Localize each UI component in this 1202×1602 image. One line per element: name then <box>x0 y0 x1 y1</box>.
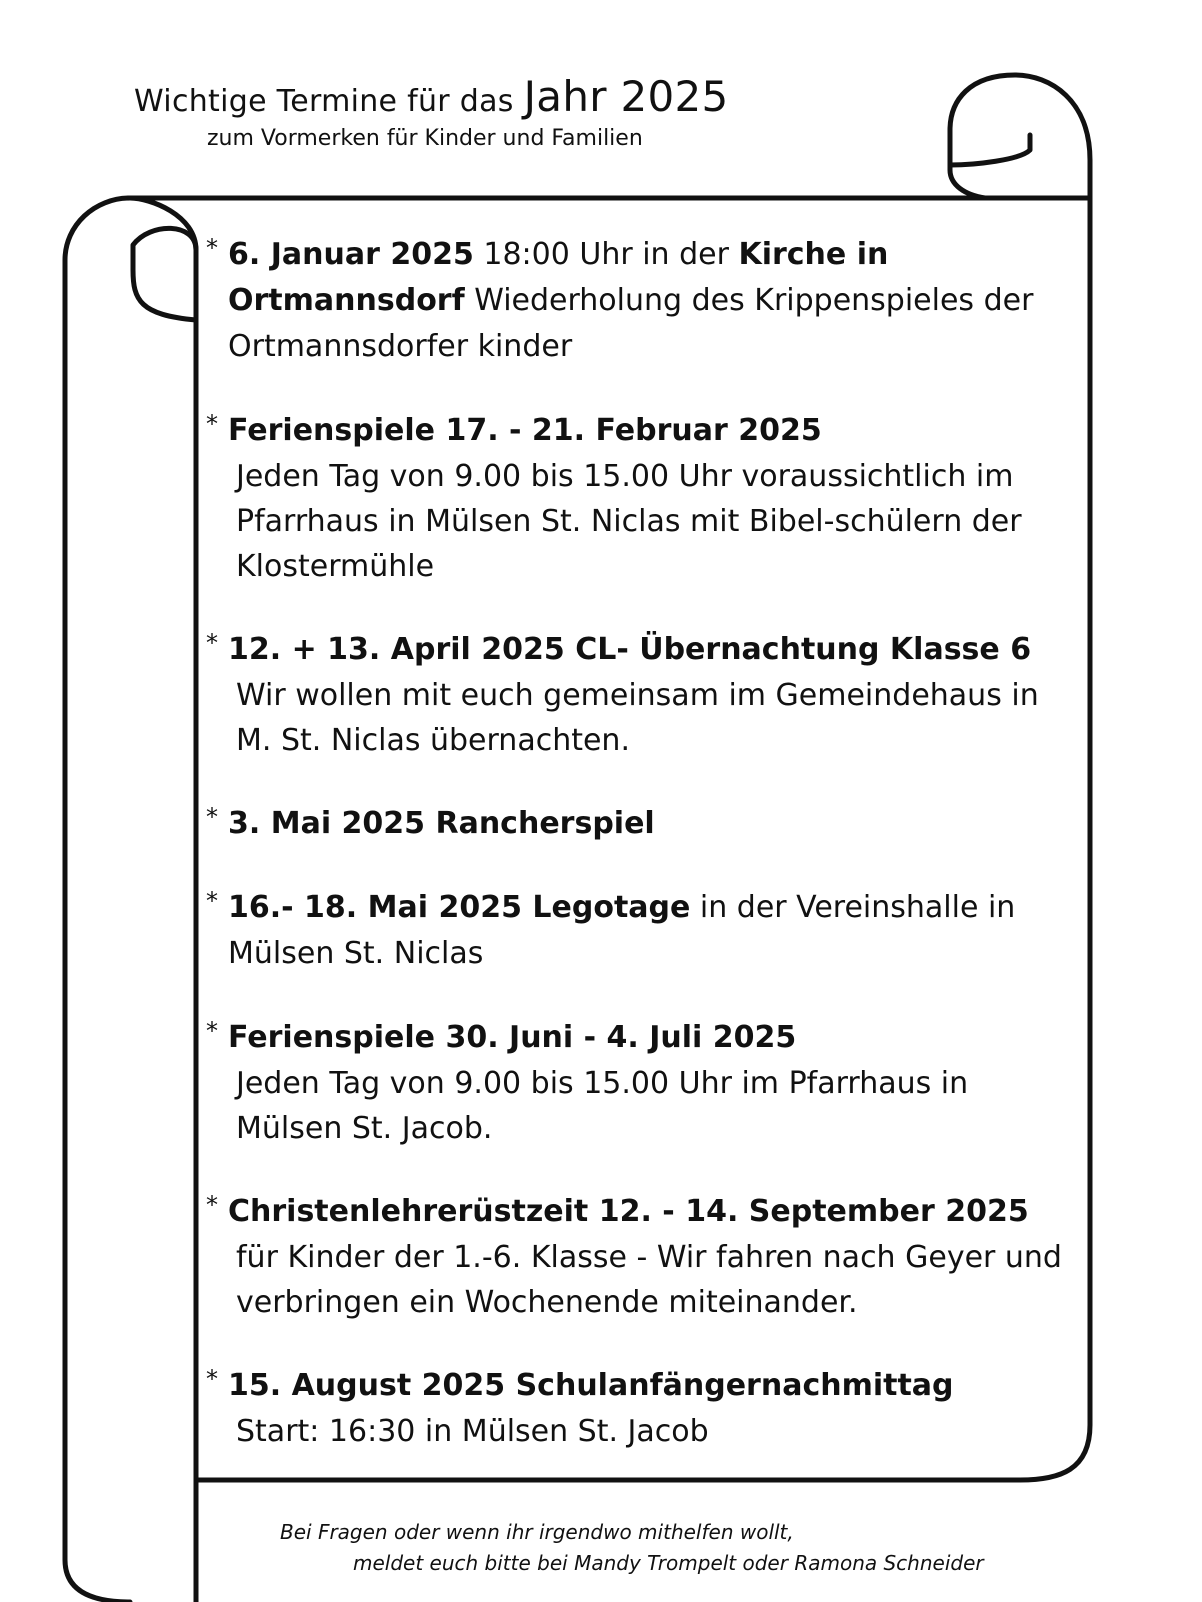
event-description: Start: 16:30 in Mülsen St. Jacob <box>236 1414 709 1449</box>
event-date: 12. + 13. April 2025 CL- Übernachtung Klasse 6 <box>228 632 1032 667</box>
event-description: für Kinder der 1.-6. Klasse - Wir fahren nach Geyer und verbringen ein Wochenende miteinander. <box>236 1240 1062 1320</box>
contact-note-line1: Bei Fragen oder wenn ihr irgendwo mithelfen wollt, <box>280 1520 794 1544</box>
event-description: Jeden Tag von 9.00 bis 15.00 Uhr im Pfarrhaus in Mülsen St. Jacob. <box>236 1066 969 1146</box>
event-description: Wir wollen mit euch gemeinsam im Gemeindehaus in M. St. Niclas übernachten. <box>236 678 1039 758</box>
event-item <box>206 408 1066 589</box>
event-list <box>206 232 1066 1492</box>
bullet-star: * <box>206 1365 218 1393</box>
event-detail-2: Wiederholung des Krippenspieles der Ortmannsdorfer kinder <box>228 283 1034 364</box>
event-item <box>206 1189 1066 1325</box>
event-location: Kirche in Ortmannsdorf <box>228 237 889 318</box>
bullet-star: * <box>206 1191 218 1219</box>
event-item <box>206 1015 1066 1151</box>
contact-note <box>280 1517 984 1579</box>
event-item <box>206 627 1066 763</box>
page-title <box>134 72 729 121</box>
bullet-star: * <box>206 629 218 657</box>
event-heading <box>228 801 1066 847</box>
title-prefix: Wichtige Termine für das <box>134 84 514 119</box>
event-detail: in der Vereinshalle in Mülsen St. Niclas <box>228 890 1016 971</box>
event-date: Ferienspiele 30. Juni - 4. Juli 2025 <box>228 1020 797 1055</box>
title-year: Jahr 2025 <box>523 72 729 121</box>
bullet-star: * <box>206 1017 218 1045</box>
event-item <box>206 885 1066 977</box>
contact-note-line2: meldet euch bitte bei Mandy Trompelt oder Ramona Schneider <box>353 1551 984 1575</box>
event-date: 16.- 18. Mai 2025 Legotage <box>228 890 691 925</box>
bullet-star: * <box>206 887 218 915</box>
event-date: Christenlehrerüstzeit 12. - 14. September 2025 <box>228 1194 1029 1229</box>
event-description: Jeden Tag von 9.00 bis 15.00 Uhr voraussichtlich im Pfarrhaus in Mülsen St. Niclas mit Bibel-schülern der Klostermühle <box>236 459 1022 584</box>
event-heading <box>228 1189 1066 1235</box>
event-date: 3. Mai 2025 Rancherspiel <box>228 806 655 841</box>
event-date: 6. Januar 2025 <box>228 237 474 272</box>
bullet-star: * <box>206 410 218 438</box>
event-item <box>206 232 1066 370</box>
bullet-star: * <box>206 803 218 831</box>
bullet-star: * <box>206 234 218 262</box>
page-subtitle: zum Vormerken für Kinder und Familien <box>207 126 643 151</box>
event-item <box>206 1363 1066 1454</box>
event-heading <box>228 627 1066 673</box>
event-heading <box>228 885 1066 977</box>
event-heading <box>228 408 1066 454</box>
event-heading <box>228 232 1066 370</box>
event-heading <box>228 1015 1066 1061</box>
event-date: 15. August 2025 Schulanfängernachmittag <box>228 1368 954 1403</box>
event-detail: 18:00 Uhr in der <box>473 237 739 272</box>
event-date: Ferienspiele 17. - 21. Februar 2025 <box>228 413 822 448</box>
event-heading <box>228 1363 1066 1409</box>
event-item <box>206 801 1066 847</box>
